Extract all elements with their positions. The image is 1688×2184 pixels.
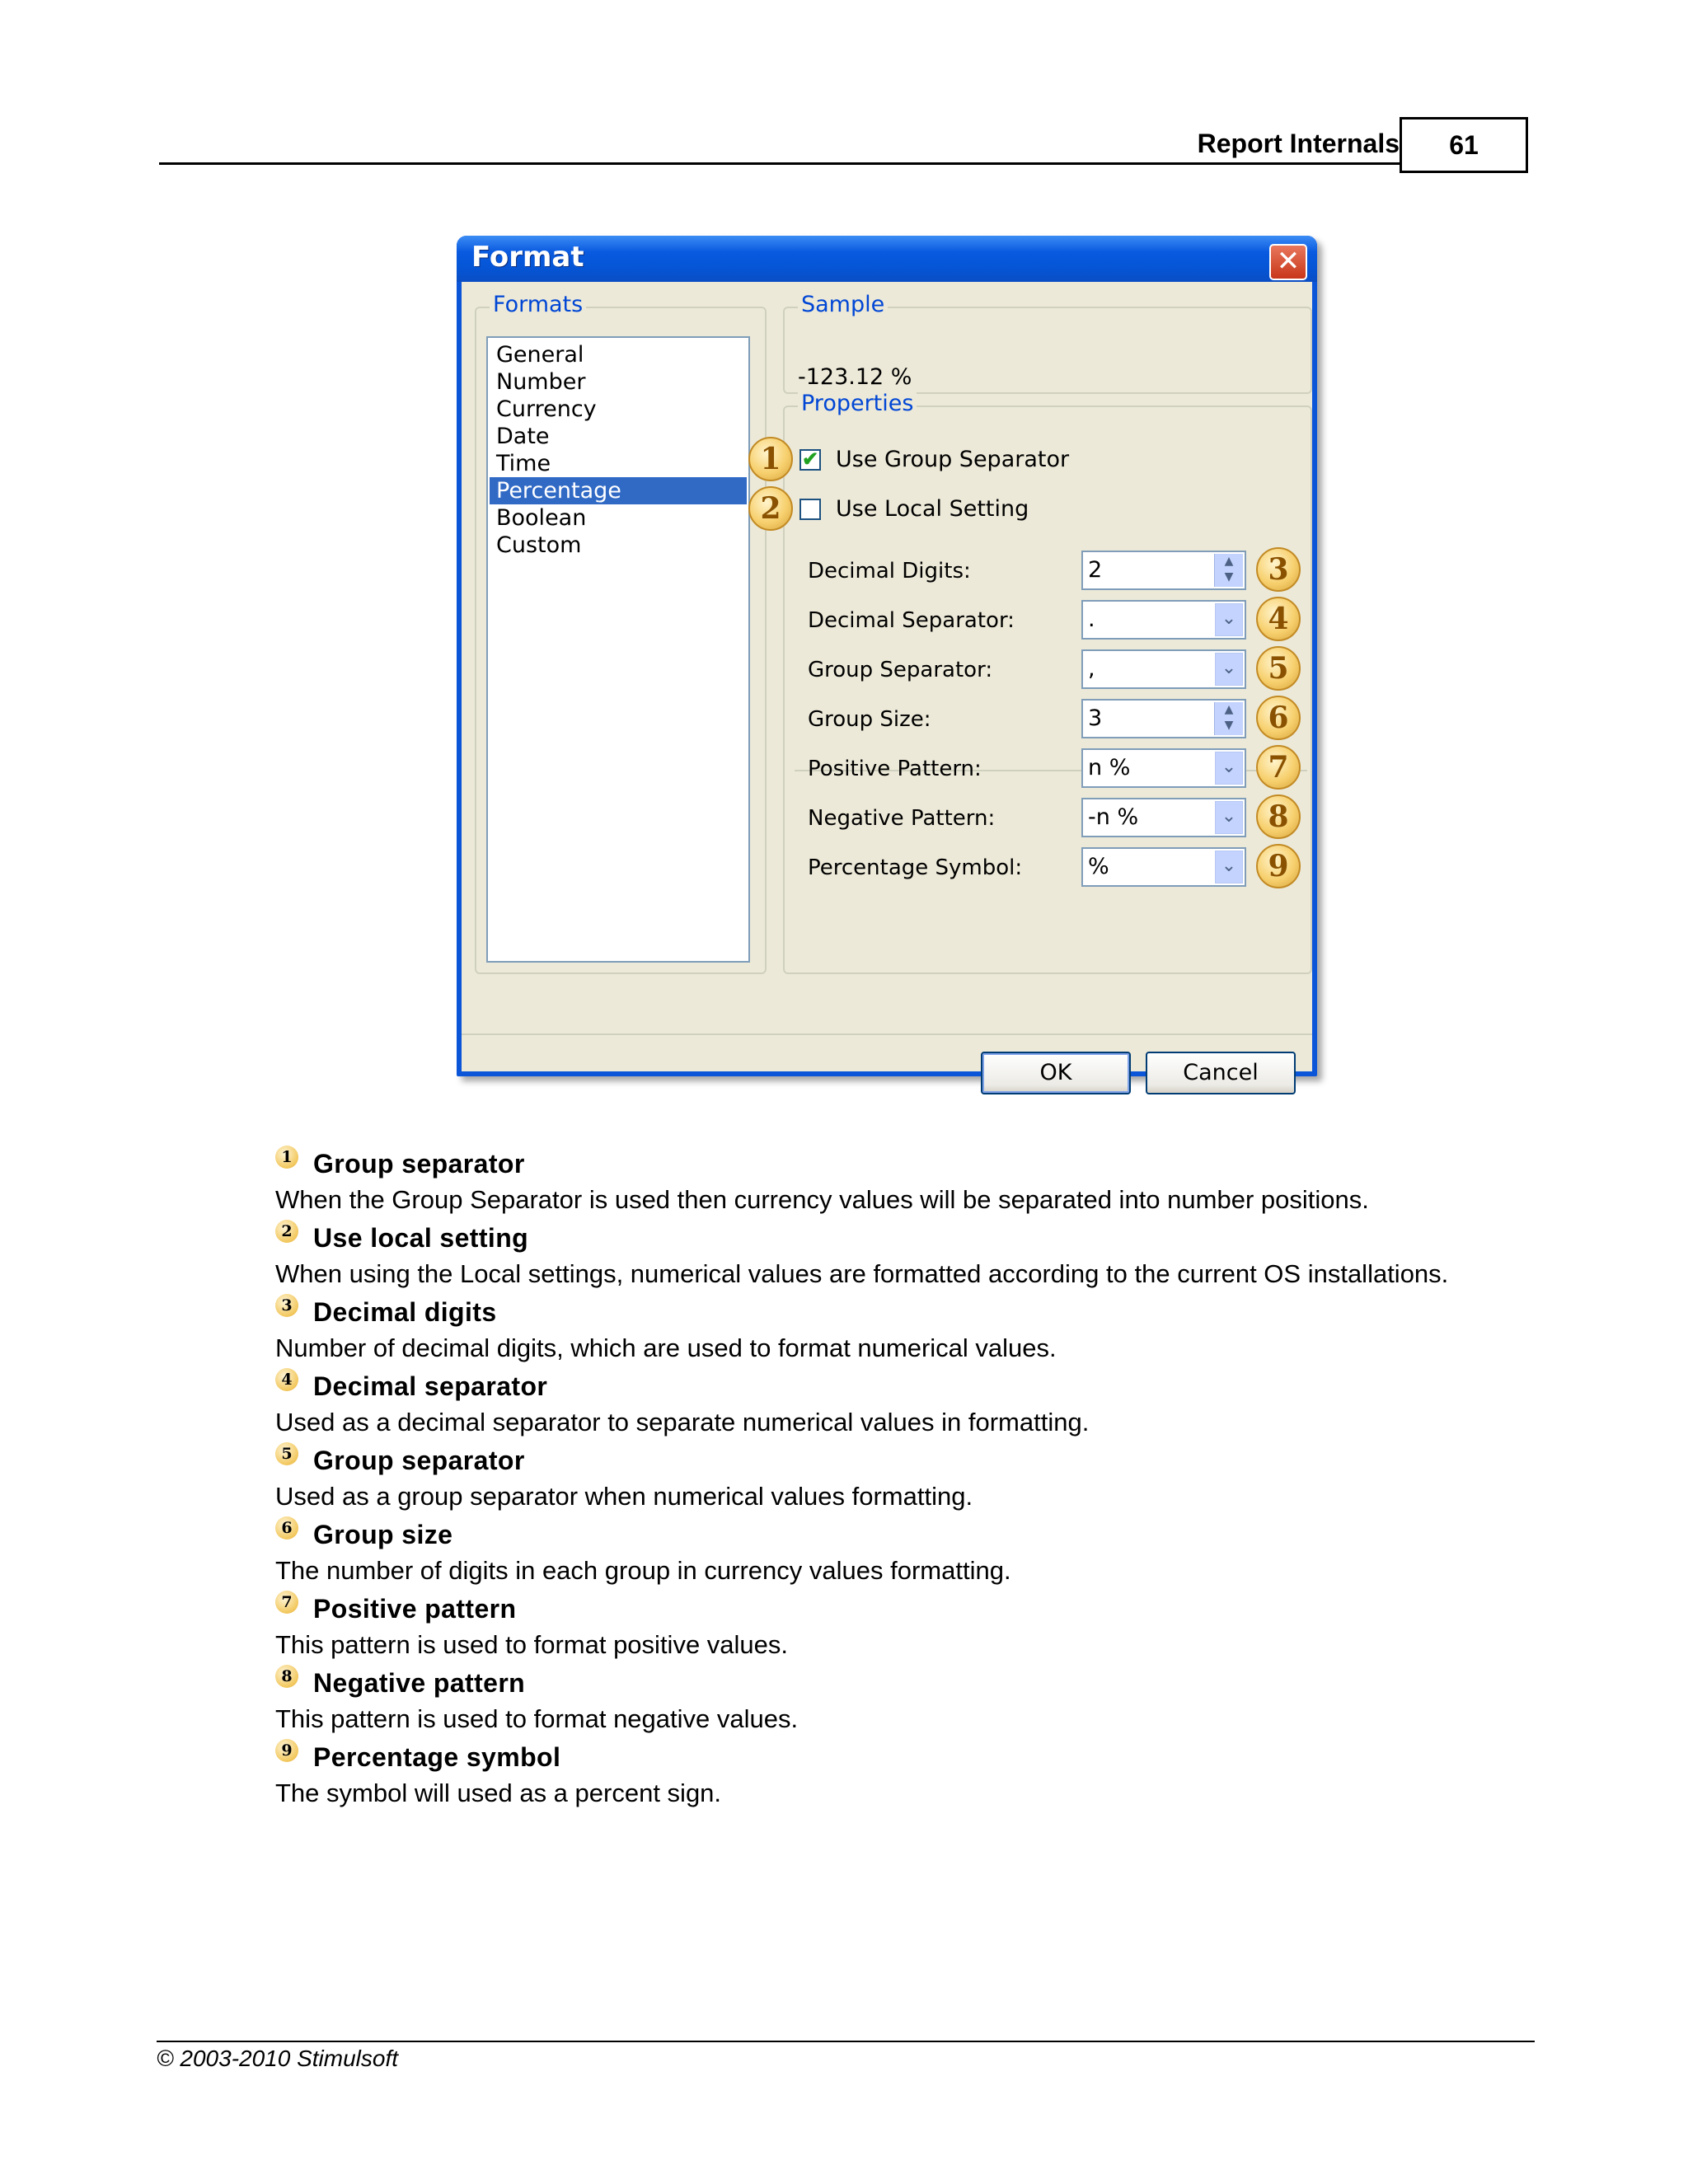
number-badge: 5 [275, 1442, 298, 1465]
sample-value: -123.12 % [798, 364, 912, 390]
description-item [275, 1739, 1512, 1811]
close-icon[interactable]: ✕ [1269, 244, 1307, 280]
number-badge: 6 [275, 1516, 298, 1540]
use-group-separator-row[interactable] [799, 447, 1069, 472]
list-item[interactable]: Date [496, 424, 550, 449]
use-local-setting-checkbox[interactable] [799, 499, 821, 520]
chevron-down-icon[interactable]: ⌄ [1215, 851, 1243, 883]
percentage-symbol-value: % [1088, 854, 1109, 879]
number-badge: 7 [275, 1591, 298, 1614]
running-header-title: Report Internals [1197, 129, 1400, 158]
negative-pattern-value: -n % [1088, 804, 1139, 830]
group-separator-dropdown[interactable] [1081, 649, 1246, 689]
page-number: 61 [1400, 117, 1528, 173]
properties-group-label: Properties [798, 391, 917, 417]
list-item[interactable]: General [496, 342, 584, 368]
callout-badge-7: 7 [1256, 745, 1301, 790]
negative-pattern-label: Negative Pattern: [808, 806, 996, 831]
group-size-spinner[interactable] [1081, 699, 1246, 738]
description-text: Number of decimal digits, which are used to format numerical values. [275, 1333, 1057, 1362]
spin-arrows-icon[interactable]: ▲ ▼ [1214, 702, 1243, 735]
button-area-divider [462, 1033, 1312, 1035]
dialog-client-area [462, 282, 1312, 1085]
checkmark-icon: ✔ [801, 448, 819, 471]
description-text: This pattern is used to format positive values. [275, 1630, 789, 1659]
description-item [275, 1516, 1512, 1589]
description-item [275, 1146, 1512, 1218]
callout-badge-5: 5 [1256, 646, 1301, 691]
decimal-digits-spinner[interactable] [1081, 551, 1246, 590]
description-text: When the Group Separator is used then currency values will be separated into number positions. [275, 1185, 1369, 1214]
callout-badge-8: 8 [1256, 794, 1301, 839]
properties-group [783, 391, 1312, 974]
group-size-label: Group Size: [808, 707, 931, 732]
chevron-down-icon[interactable]: ⌄ [1215, 653, 1243, 686]
footer-copyright: © 2003-2010 Stimulsoft [157, 2046, 399, 2071]
description-title: Decimal digits [313, 1296, 497, 1327]
format-dialog [457, 236, 1317, 1085]
decimal-separator-dropdown[interactable] [1081, 600, 1246, 640]
description-title: Group separator [313, 1445, 525, 1475]
number-badge: 1 [275, 1146, 298, 1169]
description-item [275, 1665, 1512, 1737]
dialog-title-bar[interactable] [457, 236, 1317, 282]
description-item [275, 1442, 1512, 1515]
description-item [275, 1368, 1512, 1441]
callout-badge-2: 2 [748, 486, 793, 531]
percentage-symbol-dropdown[interactable] [1081, 847, 1246, 887]
use-local-setting-row[interactable] [799, 496, 1029, 522]
spin-arrows-icon[interactable]: ▲ ▼ [1214, 554, 1243, 587]
list-item[interactable]: Currency [496, 396, 597, 422]
description-title: Group size [313, 1519, 453, 1549]
number-badge: 8 [275, 1665, 298, 1688]
number-badge: 9 [275, 1739, 298, 1762]
group-separator-value: , [1088, 656, 1095, 682]
description-item [275, 1294, 1512, 1366]
chevron-down-icon[interactable]: ⌄ [1215, 603, 1243, 636]
chevron-down-icon[interactable]: ⌄ [1215, 801, 1243, 834]
callout-badge-3: 3 [1256, 547, 1301, 592]
formats-list[interactable] [486, 336, 750, 963]
group-size-value: 3 [1088, 705, 1103, 731]
positive-pattern-label: Positive Pattern: [808, 757, 982, 781]
positive-pattern-value: n % [1088, 755, 1131, 780]
formats-group-label: Formats [490, 292, 586, 318]
use-group-separator-checkbox[interactable] [799, 449, 821, 471]
description-text: Used as a group separator when numerical values formatting. [275, 1482, 973, 1511]
negative-pattern-dropdown[interactable] [1081, 798, 1246, 837]
description-title: Negative pattern [313, 1667, 526, 1698]
dialog-title: Format [471, 241, 584, 274]
callout-badge-1: 1 [748, 437, 793, 481]
decimal-digits-label: Decimal Digits: [808, 559, 971, 583]
number-badge: 3 [275, 1294, 298, 1317]
description-title: Use local setting [313, 1222, 529, 1253]
description-title: Percentage symbol [313, 1741, 561, 1772]
sample-group-label: Sample [798, 292, 888, 318]
callout-badge-4: 4 [1256, 597, 1301, 641]
header-divider [159, 162, 1400, 165]
description-title: Decimal separator [313, 1371, 548, 1401]
decimal-digits-value: 2 [1088, 557, 1103, 583]
number-badge: 2 [275, 1220, 298, 1243]
description-item [275, 1591, 1512, 1663]
group-separator-label: Group Separator: [808, 658, 993, 682]
percentage-symbol-label: Percentage Symbol: [808, 855, 1023, 880]
use-group-separator-label: Use Group Separator [836, 447, 1070, 472]
number-badge: 4 [275, 1368, 298, 1391]
description-title: Positive pattern [313, 1593, 517, 1624]
description-item [275, 1220, 1512, 1292]
positive-pattern-dropdown[interactable] [1081, 748, 1246, 788]
list-item-selected[interactable]: Percentage [490, 477, 747, 504]
ok-button[interactable]: OK [981, 1052, 1131, 1094]
list-item[interactable]: Custom [496, 532, 582, 558]
use-local-setting-label: Use Local Setting [836, 496, 1029, 522]
decimal-separator-value: . [1088, 607, 1095, 632]
list-item[interactable]: Boolean [496, 505, 587, 531]
list-item[interactable]: Number [496, 369, 586, 395]
description-text: When using the Local settings, numerical values are formatted according to the current OS installations. [275, 1259, 1449, 1288]
list-item[interactable]: Time [496, 451, 551, 476]
description-title: Group separator [313, 1148, 525, 1179]
description-text: Used as a decimal separator to separate numerical values in formatting. [275, 1408, 1090, 1436]
description-text: The symbol will used as a percent sign. [275, 1779, 722, 1807]
description-text: This pattern is used to format negative values. [275, 1704, 799, 1733]
callout-badge-6: 6 [1256, 696, 1301, 740]
cancel-button[interactable]: Cancel [1146, 1052, 1296, 1094]
chevron-down-icon[interactable]: ⌄ [1215, 752, 1243, 785]
description-text: The number of digits in each group in currency values formatting. [275, 1556, 1011, 1585]
callout-badge-9: 9 [1256, 844, 1301, 888]
decimal-separator-label: Decimal Separator: [808, 608, 1015, 633]
